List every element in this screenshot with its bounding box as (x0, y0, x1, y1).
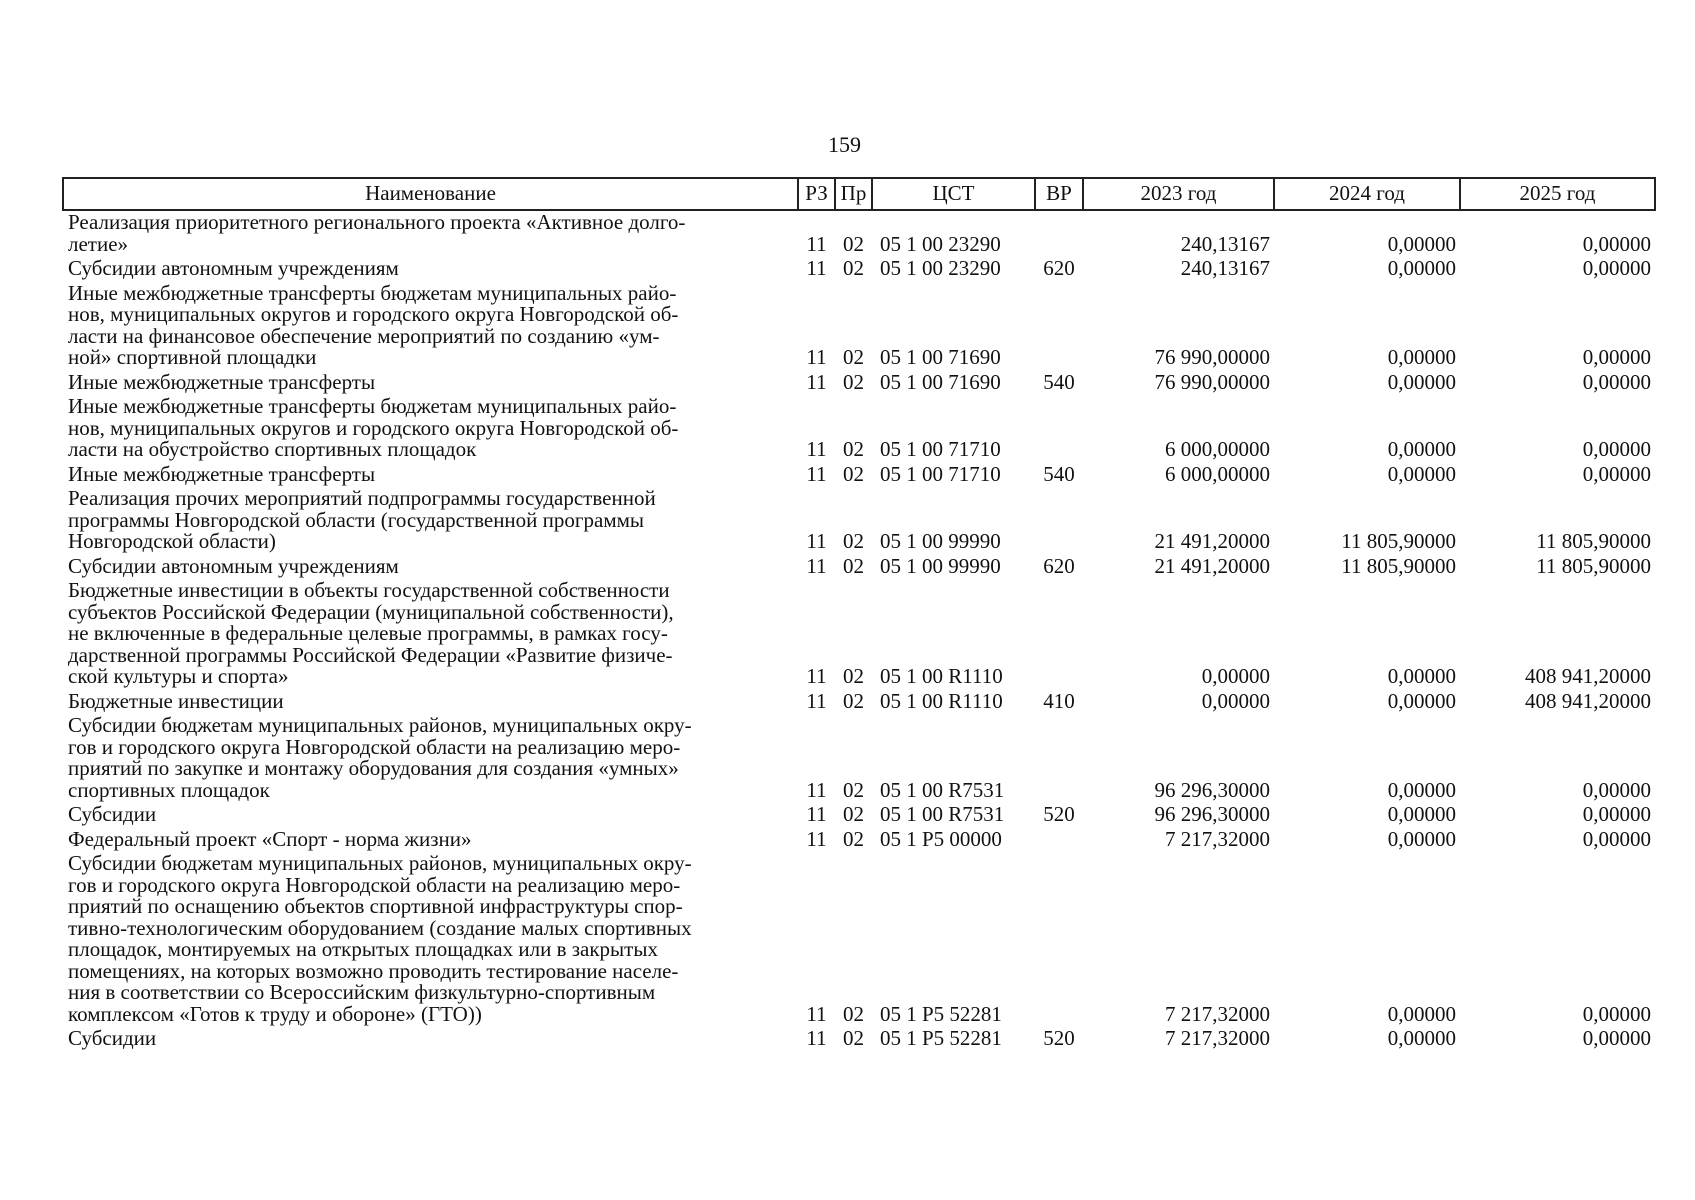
cell-rz: 11 (806, 369, 827, 394)
cell-2023: 6 000,00000 (1165, 461, 1270, 486)
cell-cst: 05 1 00 R7531 (880, 802, 1005, 826)
cell-rz: 11 (806, 802, 827, 826)
cell-vr (1035, 282, 1083, 371)
cell-2025: 0,00000 (1582, 437, 1651, 461)
cell-name: Иные межбюджетные трансферты (68, 461, 376, 486)
cell-pr: 02 (843, 777, 864, 802)
cell-name: Субсидии бюджетам муниципальных районов, муниципальных окру- гов и городского округа Новгородской области на реализацию меро- приятий по оснащению объектов спортивной инфраструктуры спор- тивно-технологическим оборудованием (создание малых спортивных площадок, монтируемых на открытых площадках или в закрытых помещениях, на которых возможно проводить тестирование населе- ния в соответствии со Всероссийским физкультурно-спортивным комплексом «Готов к труду и обороне» (ГТО)) (68, 851, 692, 1026)
cell-2024: 0,00000 (1387, 461, 1456, 486)
cell-name: Иные межбюджетные трансферты бюджетам муниципальных райо- нов, муниципальных округов и городского округа Новгородской об- ласти на финансовое обеспечение мероприятий по созданию «ум- ной» спортивной площадки (68, 280, 679, 369)
cell-2025: 408 941,20000 (1525, 688, 1651, 713)
cell-2024: 0,00000 (1387, 688, 1456, 713)
cell-vr: 540 (1043, 461, 1075, 486)
cell-2025: 0,00000 (1582, 1001, 1651, 1026)
table-row (63, 555, 1655, 580)
table-row (63, 395, 1655, 463)
cell-cst: 05 1 00 R1110 (880, 688, 1003, 713)
cell-name: Реализация прочих мероприятий подпрограммы государственной программы Новгородской области (государственной программы Новгородской области) (68, 486, 656, 553)
cell-rz: 11 (806, 1001, 827, 1026)
cell-name: Иные межбюджетные трансферты (68, 369, 376, 394)
cell-2025: 0,00000 (1582, 802, 1651, 826)
cell-rz: 11 (806, 664, 827, 688)
page-number (0, 132, 1695, 158)
cell-2023: 7 217,32000 (1165, 826, 1270, 851)
cell-pr: 02 (843, 461, 864, 486)
cell-cst: 05 1 P5 52281 (880, 1001, 1002, 1026)
cell-2023: 21 491,20000 (1154, 529, 1270, 553)
table-row (63, 463, 1655, 488)
budget-table (62, 177, 1656, 1052)
cell-2023: 21 491,20000 (1154, 553, 1270, 578)
cell-2023: 7 217,32000 (1165, 1001, 1270, 1026)
header-cst: ЦСТ (872, 178, 1035, 210)
cell-vr (1035, 852, 1083, 1027)
table-row (63, 714, 1655, 803)
header-pr: Пр (835, 178, 872, 210)
cell-2025: 0,00000 (1582, 345, 1651, 369)
cell-2024: 11 805,90000 (1341, 529, 1456, 553)
cell-2023: 7 217,32000 (1165, 1026, 1270, 1050)
cell-2024: 0,00000 (1387, 345, 1456, 369)
header-vr: ВР (1035, 178, 1083, 210)
cell-vr: 410 (1043, 688, 1075, 713)
cell-pr: 02 (843, 664, 864, 688)
cell-cst: 05 1 00 23290 (880, 256, 1001, 280)
cell-pr: 02 (843, 688, 864, 713)
table-row (63, 257, 1655, 282)
cell-pr: 02 (843, 369, 864, 394)
cell-pr: 02 (843, 529, 864, 553)
header-2023: 2023 год (1083, 178, 1274, 210)
cell-2024: 0,00000 (1387, 1001, 1456, 1026)
cell-pr: 02 (843, 802, 864, 826)
cell-2025: 11 805,90000 (1536, 553, 1651, 578)
page-number-text: 159 (828, 132, 861, 157)
cell-2024: 0,00000 (1387, 1026, 1456, 1050)
cell-vr (1035, 714, 1083, 803)
cell-pr: 02 (843, 437, 864, 461)
cell-name: Субсидии бюджетам муниципальных районов, муниципальных окру- гов и городского округа Новгородской области на реализацию меро- приятий по закупке и монтажу оборудования для создания «умных» спортивных площадок (68, 713, 692, 802)
cell-2025: 11 805,90000 (1536, 529, 1651, 553)
table-row (63, 690, 1655, 715)
cell-rz: 11 (806, 231, 827, 256)
cell-pr: 02 (843, 1001, 864, 1026)
cell-rz: 11 (806, 256, 827, 280)
cell-vr (1035, 487, 1083, 555)
cell-rz: 11 (806, 437, 827, 461)
cell-name: Бюджетные инвестиции в объекты государственной собственности субъектов Российской Федерации (муниципальной собственности), не включенные в федеральные целевые программы, в рамках госу- дарственной программы Российской Федерации «Развитие физиче- ской культуры и спорта» (68, 578, 674, 688)
cell-2024: 0,00000 (1387, 826, 1456, 851)
cell-pr: 02 (843, 553, 864, 578)
cell-cst: 05 1 00 99990 (880, 529, 1001, 553)
cell-cst: 05 1 00 71710 (880, 437, 1001, 461)
cell-rz: 11 (806, 688, 827, 713)
table-row (63, 487, 1655, 555)
cell-cst: 05 1 P5 00000 (880, 826, 1002, 851)
cell-2023: 240,13167 (1180, 256, 1270, 280)
header-name: Наименование (63, 178, 798, 210)
cell-2024: 0,00000 (1387, 231, 1456, 256)
cell-pr: 02 (843, 826, 864, 851)
table-row (63, 210, 1655, 257)
cell-rz: 11 (806, 529, 827, 553)
cell-2023: 6 000,00000 (1165, 437, 1270, 461)
cell-cst: 05 1 00 R7531 (880, 777, 1005, 802)
cell-2025: 0,00000 (1582, 231, 1651, 256)
table-row (63, 1027, 1655, 1052)
cell-cst: 05 1 00 71690 (880, 345, 1001, 369)
cell-2025: 0,00000 (1582, 826, 1651, 851)
table-body (63, 210, 1655, 1052)
header-2025: 2025 год (1460, 178, 1655, 210)
table-row (63, 371, 1655, 396)
cell-2024: 0,00000 (1387, 256, 1456, 280)
cell-name: Субсидии автономным учреждениям (68, 553, 399, 578)
cell-cst: 05 1 00 99990 (880, 553, 1001, 578)
cell-2024: 11 805,90000 (1341, 553, 1456, 578)
cell-vr (1035, 395, 1083, 463)
cell-2023: 0,00000 (1201, 664, 1270, 688)
cell-cst: 05 1 P5 52281 (880, 1026, 1002, 1050)
cell-vr: 620 (1043, 553, 1075, 578)
cell-cst: 05 1 00 R1110 (880, 664, 1003, 688)
cell-2025: 0,00000 (1582, 777, 1651, 802)
cell-2023: 96 296,30000 (1154, 802, 1270, 826)
cell-pr: 02 (843, 1026, 864, 1050)
table-header (63, 178, 1655, 210)
cell-2023: 240,13167 (1180, 231, 1270, 256)
header-rz: РЗ (798, 178, 835, 210)
cell-pr: 02 (843, 345, 864, 369)
table-row (63, 282, 1655, 371)
cell-vr (1035, 210, 1083, 257)
cell-name: Реализация приоритетного регионального проекта «Активное долго- летие» (68, 210, 686, 256)
cell-rz: 11 (806, 461, 827, 486)
cell-cst: 05 1 00 23290 (880, 231, 1001, 256)
cell-2024: 0,00000 (1387, 369, 1456, 394)
cell-vr: 520 (1043, 802, 1075, 826)
cell-cst: 05 1 00 71690 (880, 369, 1001, 394)
header-row (63, 178, 1655, 210)
cell-2023: 76 990,00000 (1154, 369, 1270, 394)
cell-vr: 620 (1043, 256, 1075, 280)
cell-vr: 520 (1043, 1026, 1075, 1050)
cell-rz: 11 (806, 345, 827, 369)
cell-name: Субсидии (68, 1026, 157, 1050)
cell-rz: 11 (806, 777, 827, 802)
cell-pr: 02 (843, 256, 864, 280)
cell-2024: 0,00000 (1387, 437, 1456, 461)
cell-name: Субсидии (68, 802, 157, 826)
cell-2025: 408 941,20000 (1525, 664, 1651, 688)
header-2024: 2024 год (1274, 178, 1460, 210)
cell-name: Иные межбюджетные трансферты бюджетам муниципальных райо- нов, муниципальных округов и городского округа Новгородской об- ласти на обустройство спортивных площадок (68, 394, 679, 461)
table-row (63, 852, 1655, 1027)
cell-pr: 02 (843, 231, 864, 256)
table-row (63, 803, 1655, 828)
cell-vr (1035, 828, 1083, 853)
cell-vr: 540 (1043, 369, 1075, 394)
cell-2025: 0,00000 (1582, 256, 1651, 280)
cell-name: Субсидии автономным учреждениям (68, 256, 399, 280)
cell-cst: 05 1 00 71710 (880, 461, 1001, 486)
cell-rz: 11 (806, 826, 827, 851)
table-row (63, 828, 1655, 853)
cell-2025: 0,00000 (1582, 1026, 1651, 1050)
cell-name: Федеральный проект «Спорт - норма жизни» (68, 826, 472, 851)
table-row (63, 579, 1655, 690)
cell-2023: 0,00000 (1201, 688, 1270, 713)
cell-2024: 0,00000 (1387, 664, 1456, 688)
cell-2023: 96 296,30000 (1154, 777, 1270, 802)
cell-2025: 0,00000 (1582, 369, 1651, 394)
cell-name: Бюджетные инвестиции (68, 688, 284, 713)
cell-rz: 11 (806, 1026, 827, 1050)
cell-2024: 0,00000 (1387, 802, 1456, 826)
cell-2025: 0,00000 (1582, 461, 1651, 486)
cell-vr (1035, 579, 1083, 690)
cell-2023: 76 990,00000 (1154, 345, 1270, 369)
cell-rz: 11 (806, 553, 827, 578)
cell-2024: 0,00000 (1387, 777, 1456, 802)
